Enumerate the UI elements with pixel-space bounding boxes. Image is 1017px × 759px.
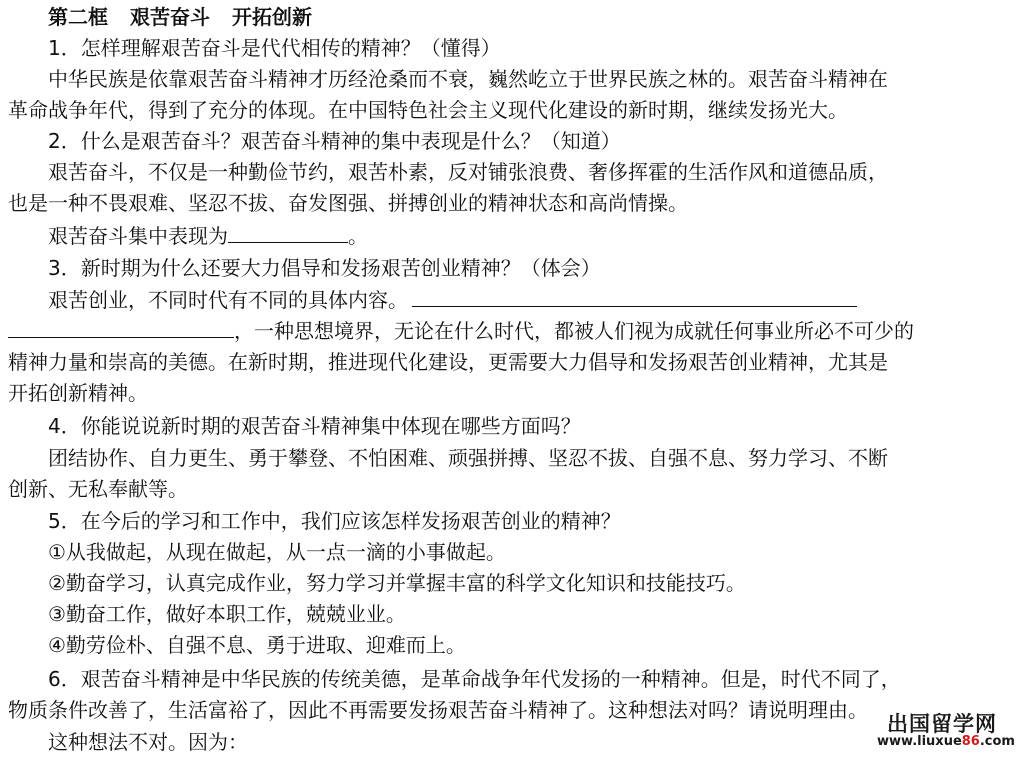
q5-question: 5．在今后的学习和工作中，我们应该怎样发扬艰苦创业的精神？ bbox=[48, 509, 621, 533]
fill-blank bbox=[412, 286, 857, 307]
q2-answer-line1: 艰苦奋斗，不仅是一种勤俭节约，艰苦朴素，反对铺张浪费、奢侈挥霍的生活作风和道德品质， bbox=[48, 160, 888, 184]
q2-answer-line2: 也是一种不畏艰难、坚忍不拔、奋发图强、拼搏创业的精神状态和高尚情操。 bbox=[8, 191, 688, 215]
q1-answer-line1: 中华民族是依靠艰苦奋斗精神才历经沧桑而不衰，巍然屹立于世界民族之林的。艰苦奋斗精神在 bbox=[48, 67, 888, 91]
q3-question: 3．新时期为什么还要大力倡导和发扬艰苦创业精神？（体会） bbox=[48, 256, 601, 280]
watermark-url-suffix: .com bbox=[979, 734, 1015, 749]
site-watermark bbox=[877, 712, 1015, 753]
q4-answer-line2: 创新、无私奉献等。 bbox=[8, 477, 188, 501]
q3-answer-line4: 开拓创新精神。 bbox=[8, 381, 148, 405]
heading-part1: 第二框 bbox=[48, 5, 108, 29]
heading-part2: 艰苦奋斗 bbox=[130, 5, 210, 29]
q3-answer-text: 艰苦创业，不同时代有不同的具体内容。 bbox=[48, 288, 408, 312]
q5-item: ②勤奋学习，认真完成作业，努力学习并掌握丰富的科学文化知识和技能技巧。 bbox=[48, 571, 746, 595]
q5-item: ③勤奋工作，做好本职工作，兢兢业业。 bbox=[48, 602, 406, 626]
q3-answer-line3: 精神力量和崇高的美德。在新时期，推进现代化建设，更需要大力倡导和发扬艰苦创业精神，尤其是 bbox=[8, 350, 888, 374]
watermark-name: 出国留学网 bbox=[887, 712, 997, 736]
heading-part3: 开拓创新 bbox=[232, 5, 312, 29]
q6-question-line1: 6．艰苦奋斗精神是中华民族的传统美德，是革命战争年代发扬的一种精神。但是，时代不同了， bbox=[48, 667, 901, 691]
q2-fill-prefix: 艰苦奋斗集中表现为 bbox=[48, 224, 228, 248]
q3-answer-line2-text: ，一种思想境界，无论在什么时代，都被人们视为成就任何事业所必不可少的 bbox=[234, 319, 914, 343]
q2-fill-in bbox=[48, 221, 368, 252]
watermark-url-highlight: 86 bbox=[961, 734, 980, 749]
q5-item: ①从我做起，从现在做起，从一点一滴的小事做起。 bbox=[48, 540, 506, 564]
q3-answer-line1 bbox=[48, 285, 857, 316]
watermark-url-prefix: www.liuxue bbox=[877, 734, 962, 749]
fill-blank bbox=[228, 222, 348, 243]
q5-item: ④勤劳俭朴、自强不息、勇于进取、迎难而上。 bbox=[48, 633, 466, 657]
q6-question-line2: 物质条件改善了，生活富裕了，因此不再需要发扬艰苦奋斗精神了。这种想法对吗？请说明理由。 bbox=[8, 698, 868, 722]
section-heading bbox=[48, 2, 312, 33]
q6-answer-line1: 这种想法不对。因为： bbox=[48, 730, 248, 754]
fill-blank bbox=[8, 317, 234, 338]
q2-question: 2．什么是艰苦奋斗？艰苦奋斗精神的集中表现是什么？（知道） bbox=[48, 129, 621, 153]
q1-question: 1．怎样理解艰苦奋斗是代代相传的精神？（懂得） bbox=[48, 36, 501, 60]
q4-answer-line1: 团结协作、自力更生、勇于攀登、不怕困难、顽强拼搏、坚忍不拔、自强不息、努力学习、不断 bbox=[48, 446, 888, 470]
q3-answer-line2 bbox=[8, 316, 914, 347]
q4-question: 4．你能说说新时期的艰苦奋斗精神集中体现在哪些方面吗？ bbox=[48, 414, 581, 438]
q1-answer-line2: 革命战争年代，得到了充分的体现。在中国特色社会主义现代化建设的新时期，继续发扬光大。 bbox=[8, 98, 848, 122]
q2-fill-suffix: 。 bbox=[348, 224, 368, 248]
watermark-url bbox=[877, 734, 1015, 749]
